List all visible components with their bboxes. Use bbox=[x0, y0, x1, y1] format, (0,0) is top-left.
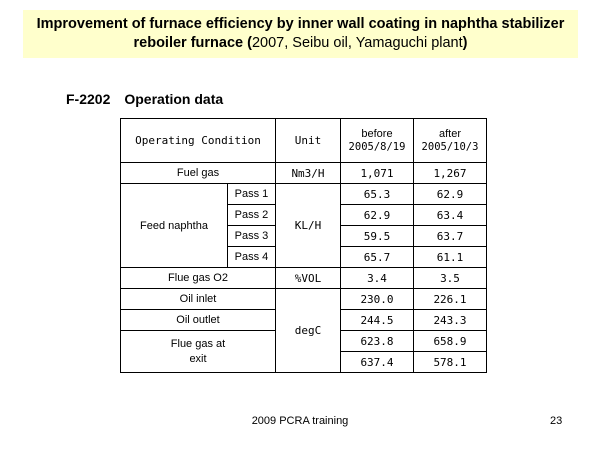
oil-outlet-before: 244.5 bbox=[341, 310, 414, 331]
section-heading bbox=[66, 91, 223, 107]
temperature-unit: degC bbox=[276, 289, 341, 373]
section-code: F-2202 bbox=[66, 91, 111, 107]
flue-o2-unit: %VOL bbox=[276, 268, 341, 289]
pass-2-before: 62.9 bbox=[341, 205, 414, 226]
pass-3-after: 63.7 bbox=[414, 226, 487, 247]
pass-1-label: Pass 1 bbox=[228, 184, 276, 205]
flue-exit-after-1: 658.9 bbox=[414, 331, 487, 352]
header-unit: Unit bbox=[276, 119, 341, 163]
fuel-gas-after: 1,267 bbox=[414, 163, 487, 184]
header-before bbox=[341, 119, 414, 163]
table-header-row bbox=[121, 119, 487, 163]
flue-o2-before: 3.4 bbox=[341, 268, 414, 289]
header-after-label: after bbox=[438, 127, 461, 140]
flue-exit-before-1: 623.8 bbox=[341, 331, 414, 352]
feed-naphtha-label: Feed naphtha bbox=[121, 184, 228, 268]
header-operating-condition: Operating Condition bbox=[121, 119, 276, 163]
flue-exit-before-2: 637.4 bbox=[341, 352, 414, 373]
slide-title-line-2 bbox=[23, 34, 578, 53]
table-row bbox=[121, 184, 487, 205]
footer-text: 2009 PCRA training bbox=[251, 415, 349, 427]
header-before-date: 2005/8/19 bbox=[348, 140, 406, 153]
pass-4-after: 61.1 bbox=[414, 247, 487, 268]
pass-1-after: 62.9 bbox=[414, 184, 487, 205]
title-line2-normal: 2007, Seibu oil, Yamaguchi plant bbox=[251, 35, 463, 51]
fuel-gas-before: 1,071 bbox=[341, 163, 414, 184]
table-row bbox=[121, 268, 487, 289]
slide-title-box bbox=[23, 10, 578, 58]
feed-naphtha-unit: KL/H bbox=[276, 184, 341, 268]
oil-inlet-label: Oil inlet bbox=[121, 289, 276, 310]
title-line2-bold: reboiler furnace ( bbox=[133, 35, 252, 51]
fuel-gas-label: Fuel gas bbox=[121, 163, 276, 184]
fuel-gas-unit: Nm3/H bbox=[276, 163, 341, 184]
flue-exit-label-line-2: exit bbox=[189, 352, 207, 365]
flue-o2-after: 3.5 bbox=[414, 268, 487, 289]
flue-exit-label-line-1: Flue gas at bbox=[170, 337, 226, 350]
flue-exit-label bbox=[121, 331, 276, 373]
operation-data-table bbox=[120, 118, 487, 373]
flue-o2-label: Flue gas O2 bbox=[121, 268, 276, 289]
pass-1-before: 65.3 bbox=[341, 184, 414, 205]
table-row bbox=[121, 163, 487, 184]
oil-inlet-before: 230.0 bbox=[341, 289, 414, 310]
oil-outlet-after: 243.3 bbox=[414, 310, 487, 331]
header-after bbox=[414, 119, 487, 163]
pass-2-after: 63.4 bbox=[414, 205, 487, 226]
page-number: 23 bbox=[550, 415, 563, 427]
header-before-label: before bbox=[361, 127, 393, 140]
table-row bbox=[121, 289, 487, 310]
oil-outlet-label: Oil outlet bbox=[121, 310, 276, 331]
pass-2-label: Pass 2 bbox=[228, 205, 276, 226]
flue-exit-after-2: 578.1 bbox=[414, 352, 487, 373]
pass-3-before: 59.5 bbox=[341, 226, 414, 247]
oil-inlet-after: 226.1 bbox=[414, 289, 487, 310]
section-label: Operation data bbox=[124, 91, 224, 107]
header-after-date: 2005/10/3 bbox=[421, 140, 479, 153]
pass-4-before: 65.7 bbox=[341, 247, 414, 268]
pass-4-label: Pass 4 bbox=[228, 247, 276, 268]
slide-title-line-1: Improvement of furnace efficiency by inner wall coating in naphtha stabilizer bbox=[36, 16, 565, 32]
pass-3-label: Pass 3 bbox=[228, 226, 276, 247]
title-line2-close: ) bbox=[462, 35, 468, 51]
